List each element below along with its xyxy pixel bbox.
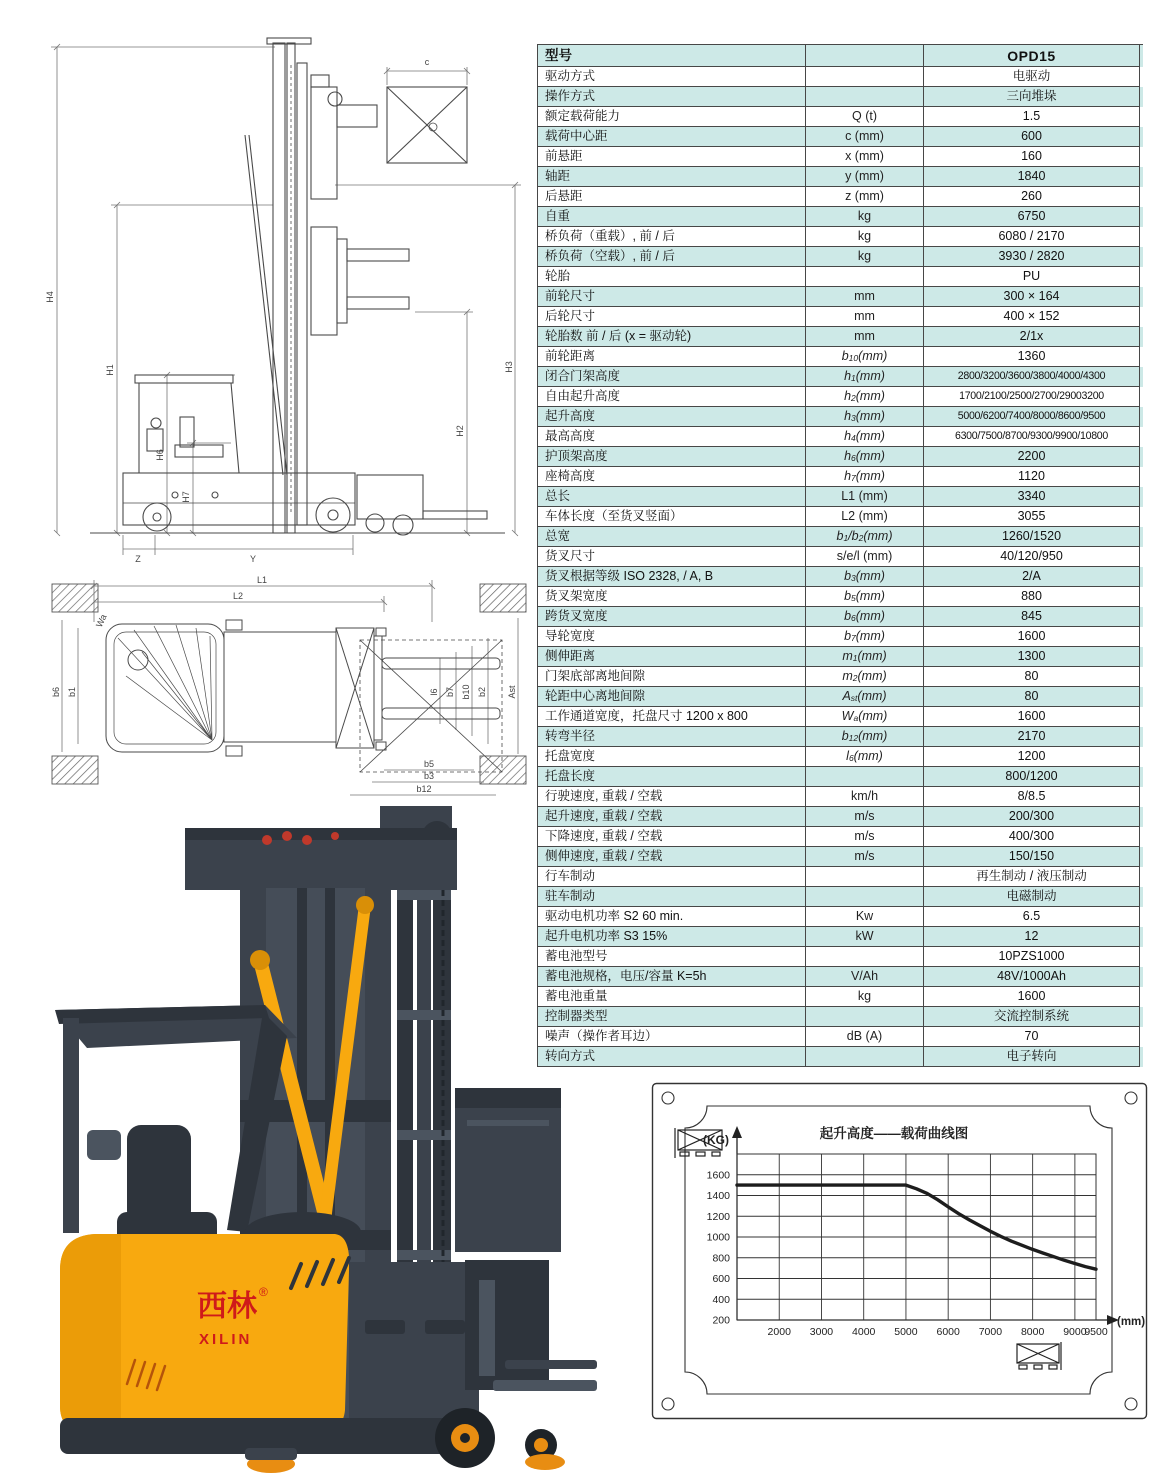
spec-name: 后悬距 (538, 187, 806, 207)
spec-name: 导轮宽度 (538, 627, 806, 647)
table-row (538, 887, 1143, 907)
spec-name: 蓄电池规格，电压/容量 K=5h (538, 967, 806, 987)
spec-name: 轮距中心离地间隙 (538, 687, 806, 707)
spec-value: 260 (924, 187, 1140, 207)
spec-name: 驻车制动 (538, 887, 806, 907)
table-row (538, 727, 1143, 747)
dim-label-l6: l6 (429, 688, 439, 696)
spec-symbol: h 7 (mm) (806, 467, 924, 487)
spec-name: 侧伸速度, 重载 / 空载 (538, 847, 806, 867)
spec-symbol: A st (mm) (806, 687, 924, 707)
spec-name: 前轮尺寸 (538, 287, 806, 307)
table-row (538, 107, 1143, 127)
spec-value: 1200 (924, 747, 1140, 767)
spec-symbol: kg (806, 227, 924, 247)
spec-symbol: h 6 (mm) (806, 447, 924, 467)
table-row (538, 487, 1143, 507)
brand-logo-cn: 西林 (197, 1290, 257, 1323)
spec-name: 自由起升高度 (538, 387, 806, 407)
spec-symbol: Kw (806, 907, 924, 927)
spec-name: 蓄电池重量 (538, 987, 806, 1007)
table-row (538, 387, 1143, 407)
spec-value: 1600 (924, 707, 1140, 727)
x-tick-label: 6000 (936, 1326, 960, 1338)
spec-header-value: OPD15 (924, 45, 1140, 67)
spec-value: 1260/1520 (924, 527, 1140, 547)
spec-name: 轮胎数 前 / 后 (x = 驱动轮) (538, 327, 806, 347)
table-row (538, 947, 1143, 967)
spec-symbol: m 2 (mm) (806, 667, 924, 687)
table-row (538, 347, 1143, 367)
spec-symbol: km/h (806, 787, 924, 807)
spec-name: 操作方式 (538, 87, 806, 107)
forklift-photo (35, 800, 600, 1480)
table-row (538, 527, 1143, 547)
spec-symbol: kg (806, 987, 924, 1007)
spec-symbol: m/s (806, 827, 924, 847)
spec-value: 2170 (924, 727, 1140, 747)
table-body (538, 67, 1143, 1067)
spec-value: 48V/1000Ah (924, 967, 1140, 987)
spec-symbol: kg (806, 247, 924, 267)
x-tick-label: 9500 (1084, 1326, 1108, 1338)
table-row (538, 827, 1143, 847)
spec-symbol (806, 87, 924, 107)
brand-logo-en: XILIN (199, 1331, 253, 1348)
spec-value: 400 × 152 (924, 307, 1140, 327)
spec-name: 跨货叉宽度 (538, 607, 806, 627)
spec-name: 后轮尺寸 (538, 307, 806, 327)
spec-name: 最高高度 (538, 427, 806, 447)
x-tick-label: 3000 (809, 1326, 834, 1338)
dim-label-y: Y (249, 554, 257, 564)
x-tick-label: 7000 (978, 1326, 1003, 1338)
dim-label-b10: b10 (461, 684, 471, 700)
table-row (538, 407, 1143, 427)
spec-value: 3930 / 2820 (924, 247, 1140, 267)
x-tick-label: 9000 (1063, 1326, 1087, 1338)
spec-header-name: 型号 (538, 45, 806, 67)
spec-symbol (806, 767, 924, 787)
spec-value: 2/1x (924, 327, 1140, 347)
x-axis-label: (mm) (1117, 1316, 1146, 1328)
spec-symbol: m/s (806, 847, 924, 867)
y-axis-label: (KG) (703, 1133, 729, 1147)
table-row (538, 147, 1143, 167)
spec-symbol: b 10 (mm) (806, 347, 924, 367)
spec-symbol: mm (806, 327, 924, 347)
table-row (538, 927, 1143, 947)
table-header-row (538, 45, 1143, 67)
table-row (538, 467, 1143, 487)
spec-value: 1600 (924, 627, 1140, 647)
dim-label-b7: b7 (445, 686, 455, 698)
table-row (538, 867, 1143, 887)
dim-label-l2: L2 (232, 591, 244, 601)
table-row (538, 307, 1143, 327)
spec-value: 电驱动 (924, 67, 1140, 87)
spec-value: 再生制动 / 液压制动 (924, 867, 1140, 887)
spec-symbol (806, 267, 924, 287)
table-row (538, 267, 1143, 287)
spec-name: 桥负荷（重载）, 前 / 后 (538, 227, 806, 247)
spec-value: 1700/2100/2500/2700/29003200 (924, 387, 1140, 407)
spec-name: 轮胎 (538, 267, 806, 287)
spec-value: 1120 (924, 467, 1140, 487)
table-row (538, 967, 1143, 987)
table-row (538, 667, 1143, 687)
spec-value: 电子转向 (924, 1047, 1140, 1067)
spec-name: 侧伸距离 (538, 647, 806, 667)
spec-name: 驱动方式 (538, 67, 806, 87)
spec-symbol (806, 1047, 924, 1067)
spec-symbol: b 12 (mm) (806, 727, 924, 747)
spec-name: 托盘长度 (538, 767, 806, 787)
spec-name: 起升高度 (538, 407, 806, 427)
spec-name: 蓄电池型号 (538, 947, 806, 967)
y-tick-label: 1000 (706, 1231, 730, 1244)
spec-symbol: kg (806, 207, 924, 227)
spec-symbol: Q (t) (806, 107, 924, 127)
table-row (538, 287, 1143, 307)
spec-value: 1360 (924, 347, 1140, 367)
spec-value: 80 (924, 687, 1140, 707)
spec-symbol (806, 947, 924, 967)
spec-value: 6.5 (924, 907, 1140, 927)
spec-symbol: kW (806, 927, 924, 947)
y-tick-label: 600 (712, 1273, 730, 1285)
dim-label-l1: L1 (256, 575, 268, 585)
spec-name: 前悬距 (538, 147, 806, 167)
y-tick-label: 1400 (706, 1190, 730, 1202)
spec-value: 10PZS1000 (924, 947, 1140, 967)
spec-symbol: L1 (mm) (806, 487, 924, 507)
table-row (538, 807, 1143, 827)
spec-value: 200/300 (924, 807, 1140, 827)
spec-value: 3055 (924, 507, 1140, 527)
spec-name: 起升速度, 重载 / 空载 (538, 807, 806, 827)
spec-name: 货叉架宽度 (538, 587, 806, 607)
spec-name: 前轮距离 (538, 347, 806, 367)
spec-name: 额定载荷能力 (538, 107, 806, 127)
spec-symbol: b 5 (mm) (806, 587, 924, 607)
spec-symbol (806, 67, 924, 87)
spec-value: 70 (924, 1027, 1140, 1047)
table-row (538, 547, 1143, 567)
x-tick-label: 5000 (894, 1326, 918, 1338)
y-tick-label: 200 (712, 1314, 730, 1327)
side-view-truck (90, 38, 505, 535)
table-row (538, 447, 1143, 467)
spec-symbol: dB (A) (806, 1027, 924, 1047)
table-row (538, 1007, 1143, 1027)
spec-symbol: z (mm) (806, 187, 924, 207)
spec-symbol: m 1 (mm) (806, 647, 924, 667)
spec-symbol: h 1 (mm) (806, 367, 924, 387)
spec-header-symbol (806, 45, 924, 67)
spec-symbol: mm (806, 287, 924, 307)
table-row (538, 367, 1143, 387)
chart-title: 起升高度——载荷曲线图 (819, 1126, 969, 1141)
spec-value: 5000/6200/7400/8000/8600/9500 (924, 407, 1140, 427)
spec-value: 600 (924, 127, 1140, 147)
spec-symbol: L2 (mm) (806, 507, 924, 527)
table-row (538, 507, 1143, 527)
spec-value: 150/150 (924, 847, 1140, 867)
table-row (538, 567, 1143, 587)
dim-label-z: Z (135, 554, 141, 564)
spec-name: 闭合门架高度 (538, 367, 806, 387)
table-row (538, 167, 1143, 187)
side-view-drawing (35, 35, 535, 575)
spec-symbol: b 7 (mm) (806, 627, 924, 647)
table-row (538, 207, 1143, 227)
table-row (538, 987, 1143, 1007)
spec-symbol: y (mm) (806, 167, 924, 187)
spec-value: 6750 (924, 207, 1140, 227)
spec-symbol: h 4 (mm) (806, 427, 924, 447)
table-row (538, 427, 1143, 447)
spec-value: 1840 (924, 167, 1140, 187)
spec-value: 400/300 (924, 827, 1140, 847)
spec-name: 转弯半径 (538, 727, 806, 747)
spec-name: 驱动电机功率 S2 60 min. (538, 907, 806, 927)
table-row (538, 787, 1143, 807)
spec-value: 2800/3200/3600/3800/4000/4300 (924, 367, 1140, 387)
spec-symbol: b 6 (mm) (806, 607, 924, 627)
table-row (538, 327, 1143, 347)
spec-value: 1300 (924, 647, 1140, 667)
spec-name: 行车制动 (538, 867, 806, 887)
table-row (538, 627, 1143, 647)
table-row (538, 907, 1143, 927)
table-row (538, 127, 1143, 147)
y-tick-label: 1600 (706, 1169, 730, 1182)
table-row (538, 227, 1143, 247)
dim-label-h3: H3 (504, 361, 514, 373)
dim-label-h4: H4 (45, 291, 55, 303)
y-tick-label: 400 (712, 1293, 730, 1306)
spec-name: 噪声（操作者耳边） (538, 1027, 806, 1047)
spec-value: 三向堆垛 (924, 87, 1140, 107)
spec-symbol (806, 887, 924, 907)
spec-symbol: m/s (806, 807, 924, 827)
spec-name: 轴距 (538, 167, 806, 187)
table-row (538, 607, 1143, 627)
spec-symbol (806, 867, 924, 887)
spec-name: 转向方式 (538, 1047, 806, 1067)
table-row (538, 647, 1143, 667)
spec-symbol: c (mm) (806, 127, 924, 147)
spec-value: 845 (924, 607, 1140, 627)
table-row (538, 67, 1143, 87)
spec-name: 桥负荷（空载）, 前 / 后 (538, 247, 806, 267)
spec-value: 6300/7500/8700/9300/9900/10800 (924, 427, 1140, 447)
dim-label-b6: b6 (51, 686, 61, 698)
spec-name: 控制器类型 (538, 1007, 806, 1027)
dim-label-b12: b12 (416, 784, 432, 794)
y-tick-label: 800 (712, 1252, 730, 1265)
table-row (538, 1047, 1143, 1067)
dim-label-h2: H2 (455, 425, 465, 437)
spec-value: 3340 (924, 487, 1140, 507)
spec-symbol: x (mm) (806, 147, 924, 167)
x-tick-label: 8000 (1020, 1326, 1045, 1338)
spec-name: 托盘宽度 (538, 747, 806, 767)
spec-name: 货叉根据等级 ISO 2328, / A, B (538, 567, 806, 587)
x-tick-label: 2000 (767, 1326, 791, 1338)
dim-label-ast: Ast (507, 685, 517, 699)
spec-name: 总宽 (538, 527, 806, 547)
spec-symbol: s/e/l (mm) (806, 547, 924, 567)
spec-name: 载荷中心距 (538, 127, 806, 147)
table-row (538, 187, 1143, 207)
spec-symbol: b 3 (mm) (806, 567, 924, 587)
dim-label-b5: b5 (423, 759, 435, 769)
spec-symbol: h 3 (mm) (806, 407, 924, 427)
spec-value: 2200 (924, 447, 1140, 467)
table-row (538, 747, 1143, 767)
table-row (538, 847, 1143, 867)
spec-value: 6080 / 2170 (924, 227, 1140, 247)
spec-value: 800/1200 (924, 767, 1140, 787)
table-row (538, 687, 1143, 707)
dim-label-b2: b2 (477, 686, 487, 698)
spec-value: 12 (924, 927, 1140, 947)
spec-value: PU (924, 267, 1140, 287)
spec-name: 车体长度（至货叉竖面） (538, 507, 806, 527)
table-row (538, 1027, 1143, 1047)
table-row (538, 247, 1143, 267)
dim-label-b1: b1 (67, 686, 77, 698)
brand-logo-reg: ® (259, 1285, 268, 1299)
spec-value: 1600 (924, 987, 1140, 1007)
spec-value: 40/120/950 (924, 547, 1140, 567)
load-curve-plate (651, 1082, 1148, 1420)
spec-name: 行驶速度, 重载 / 空载 (538, 787, 806, 807)
spec-symbol: V/Ah (806, 967, 924, 987)
dim-label-h6: H6 (155, 449, 165, 461)
spec-table (537, 44, 1143, 1067)
spec-value: 8/8.5 (924, 787, 1140, 807)
spec-name: 货叉尺寸 (538, 547, 806, 567)
dim-label-h7: H7 (181, 491, 191, 503)
spec-symbol: h 2 (mm) (806, 387, 924, 407)
x-tick-label: 4000 (852, 1326, 876, 1338)
top-view-drawing (30, 572, 535, 800)
spec-name: 总长 (538, 487, 806, 507)
spec-value: 160 (924, 147, 1140, 167)
spec-name: 座椅高度 (538, 467, 806, 487)
dim-label-wa: Wa (93, 612, 109, 629)
spec-value: 880 (924, 587, 1140, 607)
spec-value: 2/A (924, 567, 1140, 587)
spec-name: 工作通道宽度，托盘尺寸 1200 x 800 (538, 707, 806, 727)
spec-symbol (806, 1007, 924, 1027)
table-row (538, 587, 1143, 607)
spec-value: 1.5 (924, 107, 1140, 127)
spec-name: 下降速度, 重载 / 空载 (538, 827, 806, 847)
table-row (538, 767, 1143, 787)
spec-symbol: W a (mm) (806, 707, 924, 727)
spec-name: 自重 (538, 207, 806, 227)
spec-symbol: b 1 /b 2 (mm) (806, 527, 924, 547)
spec-name: 门架底部离地间隙 (538, 667, 806, 687)
spec-symbol: l 6 (mm) (806, 747, 924, 767)
table-row (538, 707, 1143, 727)
spec-value: 电磁制动 (924, 887, 1140, 907)
spec-value: 80 (924, 667, 1140, 687)
table-row (538, 87, 1143, 107)
spec-symbol: mm (806, 307, 924, 327)
spec-value: 交流控制系统 (924, 1007, 1140, 1027)
dim-label-c: c (424, 57, 430, 67)
spec-name: 起升电机功率 S3 15% (538, 927, 806, 947)
spec-name: 护顶架高度 (538, 447, 806, 467)
dim-label-h1: H1 (105, 364, 115, 376)
dim-label-b3: b3 (423, 771, 435, 781)
spec-value: 300 × 164 (924, 287, 1140, 307)
y-tick-label: 1200 (706, 1210, 730, 1223)
top-view-truck (106, 620, 502, 772)
